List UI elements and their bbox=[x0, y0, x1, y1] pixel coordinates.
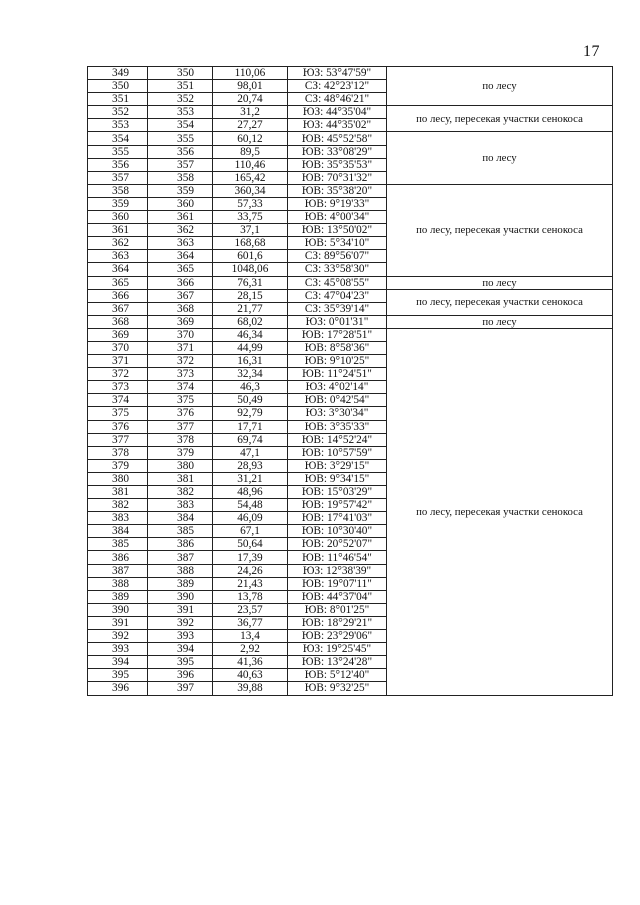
point-from-cell: 379 bbox=[88, 459, 148, 472]
length-cell: 48,96 bbox=[213, 486, 288, 499]
point-to-cell: 365 bbox=[148, 263, 213, 276]
point-to-cell: 354 bbox=[148, 119, 213, 132]
point-from-cell: 366 bbox=[88, 289, 148, 302]
point-to-cell: 369 bbox=[148, 315, 213, 328]
point-from-cell: 365 bbox=[88, 276, 148, 289]
point-from-cell: 359 bbox=[88, 197, 148, 210]
length-cell: 37,1 bbox=[213, 224, 288, 237]
point-to-cell: 383 bbox=[148, 499, 213, 512]
point-from-cell: 357 bbox=[88, 171, 148, 184]
point-to-cell: 392 bbox=[148, 616, 213, 629]
point-from-cell: 383 bbox=[88, 512, 148, 525]
point-from-cell: 376 bbox=[88, 420, 148, 433]
point-from-cell: 377 bbox=[88, 433, 148, 446]
point-from-cell: 381 bbox=[88, 486, 148, 499]
length-cell: 17,39 bbox=[213, 551, 288, 564]
point-to-cell: 395 bbox=[148, 656, 213, 669]
point-to-cell: 352 bbox=[148, 93, 213, 106]
bearing-cell: СЗ: 48°46'21" bbox=[288, 93, 387, 106]
bearing-cell: ЮВ: 11°46'54" bbox=[288, 551, 387, 564]
description-cell: по лесу bbox=[387, 132, 613, 184]
point-to-cell: 370 bbox=[148, 328, 213, 341]
point-to-cell: 351 bbox=[148, 80, 213, 93]
point-from-cell: 364 bbox=[88, 263, 148, 276]
bearing-cell: ЮВ: 8°01'25" bbox=[288, 603, 387, 616]
point-from-cell: 396 bbox=[88, 682, 148, 695]
point-to-cell: 393 bbox=[148, 630, 213, 643]
length-cell: 110,46 bbox=[213, 158, 288, 171]
point-to-cell: 377 bbox=[148, 420, 213, 433]
length-cell: 27,27 bbox=[213, 119, 288, 132]
length-cell: 39,88 bbox=[213, 682, 288, 695]
table-row bbox=[88, 328, 613, 341]
description-cell: по лесу bbox=[387, 276, 613, 289]
length-cell: 50,49 bbox=[213, 394, 288, 407]
bearing-cell: ЮВ: 18°29'21" bbox=[288, 616, 387, 629]
length-cell: 24,26 bbox=[213, 564, 288, 577]
point-from-cell: 393 bbox=[88, 643, 148, 656]
point-to-cell: 372 bbox=[148, 355, 213, 368]
length-cell: 46,34 bbox=[213, 328, 288, 341]
point-to-cell: 385 bbox=[148, 525, 213, 538]
point-from-cell: 391 bbox=[88, 616, 148, 629]
point-from-cell: 362 bbox=[88, 237, 148, 250]
point-to-cell: 357 bbox=[148, 158, 213, 171]
bearing-cell: ЮВ: 35°35'53" bbox=[288, 158, 387, 171]
length-cell: 28,93 bbox=[213, 459, 288, 472]
point-to-cell: 379 bbox=[148, 446, 213, 459]
point-from-cell: 380 bbox=[88, 472, 148, 485]
point-to-cell: 380 bbox=[148, 459, 213, 472]
description-cell: по лесу, пересекая участки сенокоса bbox=[387, 328, 613, 695]
point-from-cell: 371 bbox=[88, 355, 148, 368]
point-to-cell: 391 bbox=[148, 603, 213, 616]
point-to-cell: 356 bbox=[148, 145, 213, 158]
bearing-cell: ЮЗ: 53°47'59" bbox=[288, 67, 387, 80]
bearing-cell: ЮЗ: 44°35'04" bbox=[288, 106, 387, 119]
bearing-cell: ЮВ: 11°24'51" bbox=[288, 368, 387, 381]
length-cell: 33,75 bbox=[213, 211, 288, 224]
point-to-cell: 362 bbox=[148, 224, 213, 237]
bearing-cell: ЮВ: 13°24'28" bbox=[288, 656, 387, 669]
bearing-cell: ЮЗ: 44°35'02" bbox=[288, 119, 387, 132]
length-cell: 165,42 bbox=[213, 171, 288, 184]
point-to-cell: 358 bbox=[148, 171, 213, 184]
length-cell: 21,43 bbox=[213, 577, 288, 590]
length-cell: 20,74 bbox=[213, 93, 288, 106]
point-from-cell: 367 bbox=[88, 302, 148, 315]
point-to-cell: 388 bbox=[148, 564, 213, 577]
point-from-cell: 353 bbox=[88, 119, 148, 132]
bearing-cell: ЮВ: 23°29'06" bbox=[288, 630, 387, 643]
bearing-cell: ЮВ: 15°03'29" bbox=[288, 486, 387, 499]
table-row bbox=[88, 132, 613, 145]
bearing-cell: ЮВ: 8°58'36" bbox=[288, 341, 387, 354]
point-to-cell: 368 bbox=[148, 302, 213, 315]
bearing-cell: ЮВ: 3°29'15" bbox=[288, 459, 387, 472]
bearing-cell: СЗ: 89°56'07" bbox=[288, 250, 387, 263]
bearing-cell: ЮВ: 70°31'32" bbox=[288, 171, 387, 184]
bearing-cell: ЮЗ: 3°30'34" bbox=[288, 407, 387, 420]
point-to-cell: 378 bbox=[148, 433, 213, 446]
page-number: 17 bbox=[583, 43, 600, 60]
length-cell: 110,06 bbox=[213, 67, 288, 80]
length-cell: 54,48 bbox=[213, 499, 288, 512]
point-from-cell: 358 bbox=[88, 184, 148, 197]
point-from-cell: 375 bbox=[88, 407, 148, 420]
length-cell: 32,34 bbox=[213, 368, 288, 381]
bearing-cell: ЮВ: 5°34'10" bbox=[288, 237, 387, 250]
table-row bbox=[88, 67, 613, 80]
bearing-cell: ЮВ: 4°00'34" bbox=[288, 211, 387, 224]
bearing-cell: ЮВ: 9°19'33" bbox=[288, 197, 387, 210]
point-from-cell: 349 bbox=[88, 67, 148, 80]
length-cell: 67,1 bbox=[213, 525, 288, 538]
point-from-cell: 369 bbox=[88, 328, 148, 341]
point-to-cell: 384 bbox=[148, 512, 213, 525]
bearing-cell: СЗ: 45°08'55" bbox=[288, 276, 387, 289]
length-cell: 41,36 bbox=[213, 656, 288, 669]
point-from-cell: 370 bbox=[88, 341, 148, 354]
point-from-cell: 374 bbox=[88, 394, 148, 407]
bearing-cell: ЮВ: 45°52'58" bbox=[288, 132, 387, 145]
bearing-cell: ЮВ: 5°12'40" bbox=[288, 669, 387, 682]
length-cell: 1048,06 bbox=[213, 263, 288, 276]
point-to-cell: 359 bbox=[148, 184, 213, 197]
point-from-cell: 352 bbox=[88, 106, 148, 119]
bearing-cell: ЮВ: 10°57'59" bbox=[288, 446, 387, 459]
point-to-cell: 396 bbox=[148, 669, 213, 682]
bearing-cell: ЮВ: 9°34'15" bbox=[288, 472, 387, 485]
bearing-cell: ЮВ: 44°37'04" bbox=[288, 590, 387, 603]
length-cell: 36,77 bbox=[213, 616, 288, 629]
bearing-cell: ЮЗ: 19°25'45" bbox=[288, 643, 387, 656]
point-to-cell: 367 bbox=[148, 289, 213, 302]
point-to-cell: 386 bbox=[148, 538, 213, 551]
bearing-cell: ЮВ: 10°30'40" bbox=[288, 525, 387, 538]
bearing-cell: ЮВ: 17°41'03" bbox=[288, 512, 387, 525]
point-to-cell: 374 bbox=[148, 381, 213, 394]
length-cell: 17,71 bbox=[213, 420, 288, 433]
length-cell: 40,63 bbox=[213, 669, 288, 682]
length-cell: 69,74 bbox=[213, 433, 288, 446]
point-to-cell: 382 bbox=[148, 486, 213, 499]
length-cell: 60,12 bbox=[213, 132, 288, 145]
length-cell: 57,33 bbox=[213, 197, 288, 210]
point-from-cell: 351 bbox=[88, 93, 148, 106]
description-cell: по лесу, пересекая участки сенокоса bbox=[387, 184, 613, 276]
bearing-cell: ЮЗ: 4°02'14" bbox=[288, 381, 387, 394]
point-from-cell: 350 bbox=[88, 80, 148, 93]
table-row bbox=[88, 315, 613, 328]
point-from-cell: 388 bbox=[88, 577, 148, 590]
length-cell: 68,02 bbox=[213, 315, 288, 328]
point-from-cell: 378 bbox=[88, 446, 148, 459]
bearing-cell: СЗ: 33°58'30" bbox=[288, 263, 387, 276]
point-from-cell: 386 bbox=[88, 551, 148, 564]
point-to-cell: 363 bbox=[148, 237, 213, 250]
length-cell: 47,1 bbox=[213, 446, 288, 459]
length-cell: 46,09 bbox=[213, 512, 288, 525]
boundary-table bbox=[87, 66, 613, 696]
point-from-cell: 356 bbox=[88, 158, 148, 171]
length-cell: 28,15 bbox=[213, 289, 288, 302]
bearing-cell: СЗ: 35°39'14" bbox=[288, 302, 387, 315]
point-to-cell: 353 bbox=[148, 106, 213, 119]
point-from-cell: 395 bbox=[88, 669, 148, 682]
point-from-cell: 390 bbox=[88, 603, 148, 616]
point-from-cell: 360 bbox=[88, 211, 148, 224]
point-to-cell: 371 bbox=[148, 341, 213, 354]
bearing-cell: ЮВ: 19°57'42" bbox=[288, 499, 387, 512]
length-cell: 89,5 bbox=[213, 145, 288, 158]
point-to-cell: 375 bbox=[148, 394, 213, 407]
length-cell: 92,79 bbox=[213, 407, 288, 420]
length-cell: 13,4 bbox=[213, 630, 288, 643]
bearing-cell: ЮВ: 0°42'54" bbox=[288, 394, 387, 407]
point-from-cell: 372 bbox=[88, 368, 148, 381]
point-to-cell: 381 bbox=[148, 472, 213, 485]
length-cell: 13,78 bbox=[213, 590, 288, 603]
bearing-cell: СЗ: 47°04'23" bbox=[288, 289, 387, 302]
bearing-cell: ЮВ: 13°50'02" bbox=[288, 224, 387, 237]
length-cell: 50,64 bbox=[213, 538, 288, 551]
bearing-cell: СЗ: 42°23'12" bbox=[288, 80, 387, 93]
length-cell: 44,99 bbox=[213, 341, 288, 354]
bearing-cell: ЮВ: 20°52'07" bbox=[288, 538, 387, 551]
length-cell: 46,3 bbox=[213, 381, 288, 394]
point-to-cell: 389 bbox=[148, 577, 213, 590]
point-to-cell: 387 bbox=[148, 551, 213, 564]
table-row bbox=[88, 184, 613, 197]
point-to-cell: 364 bbox=[148, 250, 213, 263]
length-cell: 31,2 bbox=[213, 106, 288, 119]
table-row bbox=[88, 276, 613, 289]
point-to-cell: 355 bbox=[148, 132, 213, 145]
point-to-cell: 397 bbox=[148, 682, 213, 695]
length-cell: 16,31 bbox=[213, 355, 288, 368]
point-to-cell: 350 bbox=[148, 67, 213, 80]
description-cell: по лесу, пересекая участки сенокоса bbox=[387, 289, 613, 315]
description-cell: по лесу bbox=[387, 67, 613, 106]
point-from-cell: 354 bbox=[88, 132, 148, 145]
bearing-cell: ЮВ: 33°08'29" bbox=[288, 145, 387, 158]
description-cell: по лесу bbox=[387, 315, 613, 328]
length-cell: 2,92 bbox=[213, 643, 288, 656]
point-to-cell: 360 bbox=[148, 197, 213, 210]
length-cell: 360,34 bbox=[213, 184, 288, 197]
bearing-cell: ЮЗ: 12°38'39" bbox=[288, 564, 387, 577]
bearing-cell: ЮВ: 17°28'51" bbox=[288, 328, 387, 341]
bearing-cell: ЮВ: 9°10'25" bbox=[288, 355, 387, 368]
length-cell: 23,57 bbox=[213, 603, 288, 616]
length-cell: 21,77 bbox=[213, 302, 288, 315]
point-from-cell: 373 bbox=[88, 381, 148, 394]
point-from-cell: 387 bbox=[88, 564, 148, 577]
bearing-cell: ЮЗ: 0°01'31" bbox=[288, 315, 387, 328]
bearing-cell: ЮВ: 35°38'20" bbox=[288, 184, 387, 197]
point-from-cell: 355 bbox=[88, 145, 148, 158]
point-from-cell: 382 bbox=[88, 499, 148, 512]
point-to-cell: 390 bbox=[148, 590, 213, 603]
point-to-cell: 366 bbox=[148, 276, 213, 289]
length-cell: 98,01 bbox=[213, 80, 288, 93]
bearing-cell: ЮВ: 19°07'11" bbox=[288, 577, 387, 590]
description-cell: по лесу, пересекая участки сенокоса bbox=[387, 106, 613, 132]
point-to-cell: 373 bbox=[148, 368, 213, 381]
point-from-cell: 361 bbox=[88, 224, 148, 237]
point-from-cell: 392 bbox=[88, 630, 148, 643]
table-row bbox=[88, 289, 613, 302]
point-from-cell: 368 bbox=[88, 315, 148, 328]
bearing-cell: ЮВ: 3°35'33" bbox=[288, 420, 387, 433]
point-from-cell: 389 bbox=[88, 590, 148, 603]
bearing-cell: ЮВ: 9°32'25" bbox=[288, 682, 387, 695]
length-cell: 31,21 bbox=[213, 472, 288, 485]
bearing-cell: ЮВ: 14°52'24" bbox=[288, 433, 387, 446]
point-to-cell: 376 bbox=[148, 407, 213, 420]
point-to-cell: 394 bbox=[148, 643, 213, 656]
length-cell: 601,6 bbox=[213, 250, 288, 263]
point-from-cell: 384 bbox=[88, 525, 148, 538]
table-row bbox=[88, 106, 613, 119]
point-from-cell: 363 bbox=[88, 250, 148, 263]
length-cell: 168,68 bbox=[213, 237, 288, 250]
point-from-cell: 385 bbox=[88, 538, 148, 551]
length-cell: 76,31 bbox=[213, 276, 288, 289]
point-from-cell: 394 bbox=[88, 656, 148, 669]
point-to-cell: 361 bbox=[148, 211, 213, 224]
